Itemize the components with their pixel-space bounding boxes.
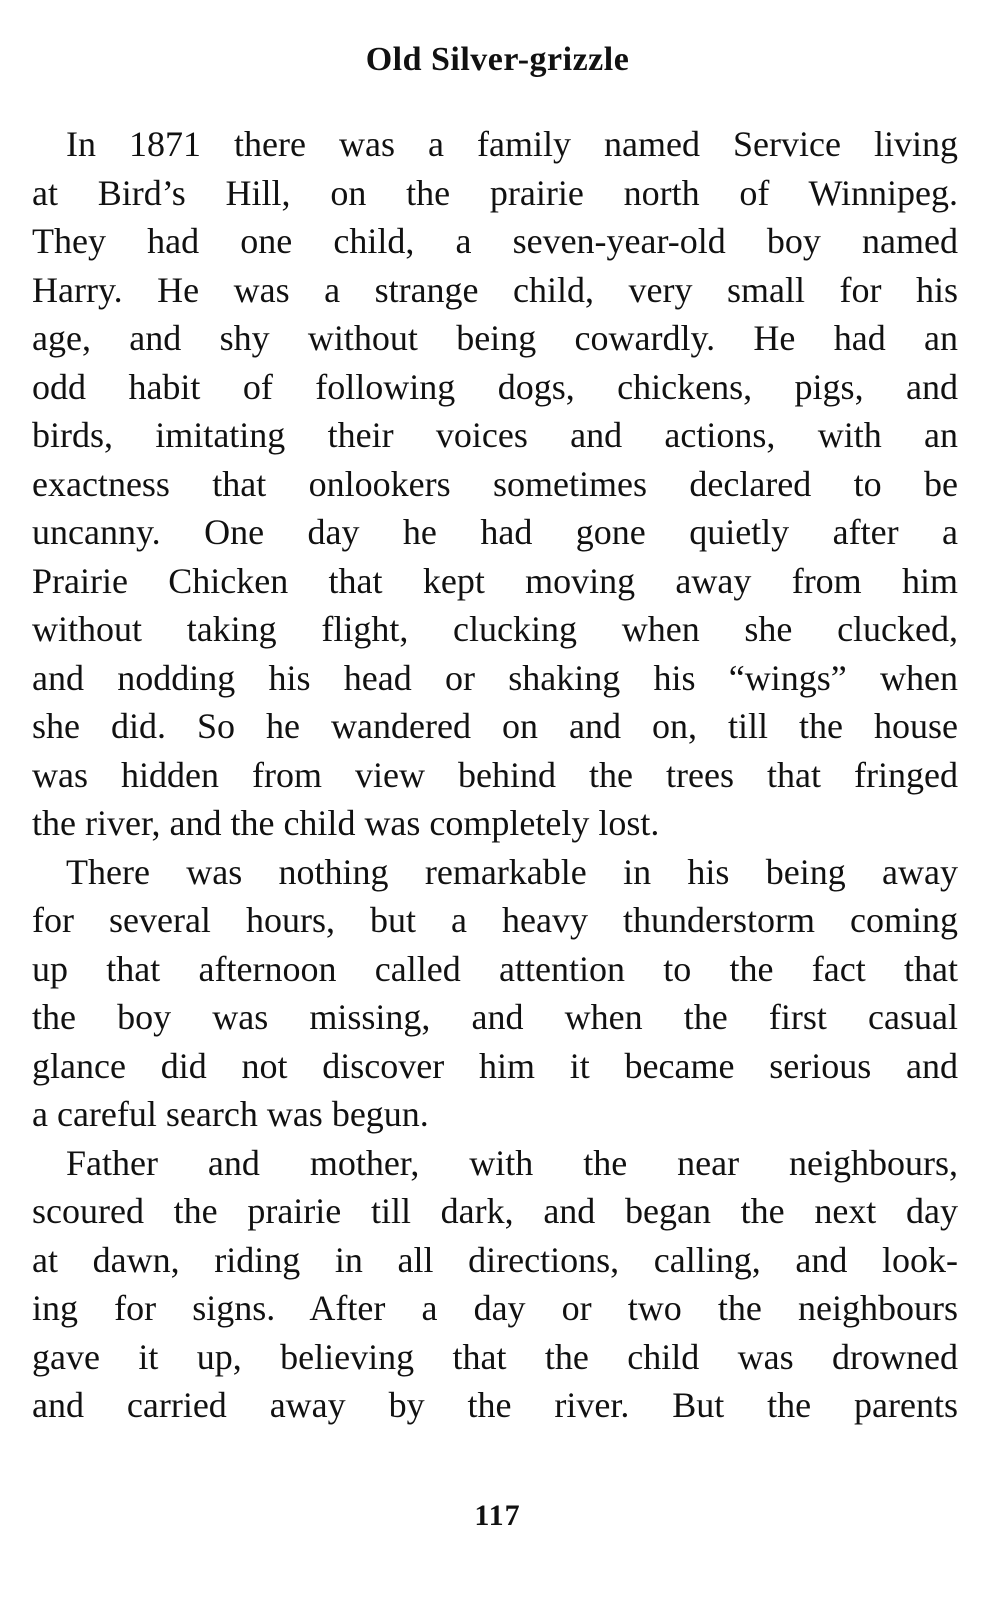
text-line: she did. So he wandered on and on, till the house (32, 706, 958, 746)
text-line: Prairie Chicken that kept moving away from him (32, 560, 958, 601)
text-line: without taking flight, clucking when she clucked, (32, 609, 958, 649)
text-line: Harry. He was a strange child, very small for his (32, 269, 958, 310)
paragraph-2 (32, 848, 958, 1139)
text-line: There was nothing remarkable in his being away (66, 851, 958, 892)
running-head: Old Silver-grizzle (365, 41, 630, 78)
text-line: uncanny. One day he had gone quietly after a (32, 512, 958, 552)
text-line: age, and shy without being cowardly. He had an (32, 318, 958, 358)
text-line: glance did not discover him it became serious and (32, 1045, 958, 1086)
text-line: the boy was missing, and when the first casual (32, 997, 958, 1037)
text-line: a careful search was begun. (32, 1094, 429, 1134)
text-line: the river, and the child was completely lost. (32, 803, 660, 843)
text-line: up that afternoon called attention to the fact that (32, 948, 958, 989)
text-line: Father and mother, with the near neighbours, (66, 1142, 958, 1183)
text-line: exactness that onlookers sometimes declared to be (32, 463, 958, 504)
text-line: and carried away by the river. But the parents (32, 1385, 958, 1425)
text-line: at Bird’s Hill, on the prairie north of Winnipeg. (32, 172, 958, 213)
paragraph-3 (32, 1139, 958, 1430)
page-number: 117 (474, 1499, 521, 1532)
text-line: gave it up, believing that the child was drowned (32, 1336, 958, 1377)
text-line: They had one child, a seven-year-old boy named (32, 221, 958, 261)
paragraph-1 (32, 120, 958, 848)
text-line: was hidden from view behind the trees that fringed (32, 754, 958, 795)
text-line: for several hours, but a heavy thunderstorm coming (32, 900, 958, 940)
text-line: and nodding his head or shaking his “wings” when (32, 657, 958, 698)
text-line: at dawn, riding in all directions, calling, and look- (32, 1239, 958, 1280)
text-line: odd habit of following dogs, chickens, pigs, and (32, 366, 958, 407)
text-line: In 1871 there was a family named Service living (66, 124, 958, 164)
body-text (32, 120, 958, 1430)
text-line: scoured the prairie till dark, and began the next day (32, 1191, 958, 1231)
text-line: ing for signs. After a day or two the neighbours (32, 1288, 958, 1328)
text-line: birds, imitating their voices and actions, with an (32, 415, 958, 455)
